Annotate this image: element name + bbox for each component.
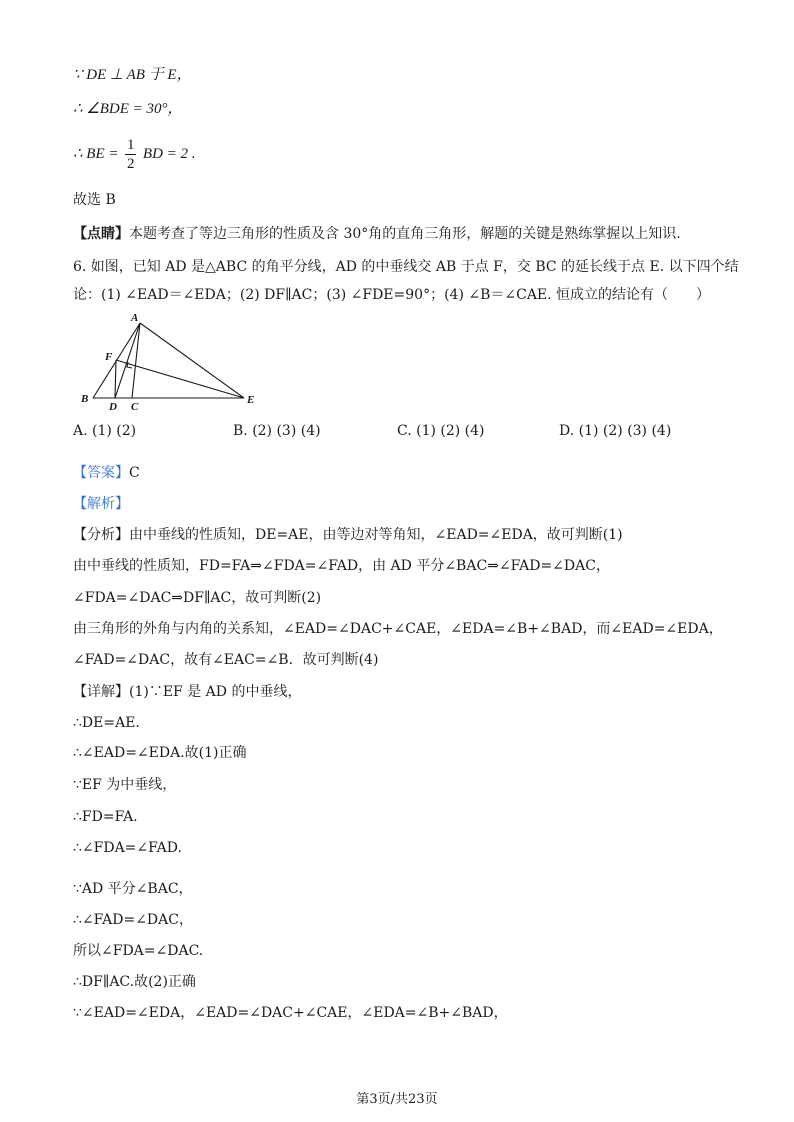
analysis-tag: 【解析】: [73, 496, 129, 512]
option-d: D. (1) (2) (3) (4): [559, 423, 672, 439]
analysis-line-4: 由三角形的外角与内角的关系知，∠EAD=∠DAC+∠CAE，∠EDA=∠B+∠BAD，而∠EAD=∠EDA，: [73, 621, 723, 637]
detail-line-1: 【详解】(1)∵EF 是 AD 的中垂线，: [73, 684, 302, 700]
triangle-figure: [76, 310, 276, 420]
detail-line-7: ∵AD 平分∠BAC，: [73, 881, 193, 897]
analysis-line-5: ∠FAD=∠DAC，故有∠EAC=∠B．故可判断(4): [73, 652, 379, 668]
analysis-line-2: 由中垂线的性质知，FD=FA⇒∠FDA=∠FAD，由 AD 平分∠BAC⇒∠FAD=∠DAC，: [73, 558, 610, 574]
question-6-line-1: 6. 如图，已知 AD 是△ABC 的角平分线，AD 的中垂线交 AB 于点 F，交 BC 的延长线于点 E. 以下四个结: [73, 259, 739, 275]
segment-fd: [115, 360, 116, 398]
label-f: F: [105, 351, 113, 363]
detail-line-9: 所以∠FDA=∠DAC.: [73, 943, 204, 959]
option-c: C. (1) (2) (4): [397, 423, 485, 439]
fraction-half: $\frac{1}{2}$: [126, 136, 135, 172]
option-b: B. (2) (3) (4): [233, 423, 321, 439]
question-6-line-2: 论：(1) ∠EAD＝∠EDA；(2) DF∥AC；(3) ∠FDE=90°；(4) ∠B＝∠CAE. 恒成立的结论有（ ）: [73, 287, 711, 303]
detail-line-2: ∴DE=AE.: [73, 715, 140, 731]
label-e: E: [247, 394, 255, 406]
detail-line-10: ∴DF∥AC.故(2)正确: [73, 974, 196, 990]
label-a: A: [131, 312, 139, 324]
detail-line-8: ∴∠FAD=∠DAC，: [73, 912, 193, 928]
answer-line: 【答案】C: [73, 465, 140, 481]
analysis-line-1: 【分析】由中垂线的性质知，DE=AE，由等边对等角知，∠EAD=∠EDA，故可判断(1): [73, 527, 623, 543]
detail-line-5: ∴FD=FA.: [73, 809, 138, 825]
choice-line: 故选 B: [73, 192, 116, 208]
commentary-line: 【点睛】本题考查了等边三角形的性质及含 30°角的直角三角形，解题的关键是熟练掌握以上知识.: [73, 226, 681, 242]
label-d: D: [109, 401, 117, 413]
detail-line-4: ∵EF 为中垂线，: [73, 777, 177, 793]
option-a: A. (1) (2): [73, 423, 137, 439]
analysis-line-3: ∠FDA=∠DAC⇒DF∥AC，故可判断(2): [73, 590, 322, 606]
segment-fe: [116, 360, 244, 398]
label-c: C: [131, 401, 139, 413]
label-b: B: [81, 393, 89, 405]
proof-line-1: ∵ DE ⊥ AB 于 E，: [73, 67, 192, 83]
proof-line-3: ∴ BE = $\frac{1}{2}$ BD = 2 .: [73, 136, 196, 172]
page-footer: 第3页/共23页: [356, 1092, 438, 1107]
proof-line-2: ∴ ∠BDE = 30°，: [73, 101, 183, 117]
segment-ae: [140, 323, 244, 398]
detail-line-6: ∴∠FDA=∠FAD.: [73, 840, 182, 856]
detail-line-3: ∴∠EAD=∠EDA.故(1)正确: [73, 745, 247, 761]
detail-line-11: ∵∠EAD=∠EDA，∠EAD=∠DAC+∠CAE，∠EDA=∠B+∠BAD，: [73, 1005, 508, 1021]
